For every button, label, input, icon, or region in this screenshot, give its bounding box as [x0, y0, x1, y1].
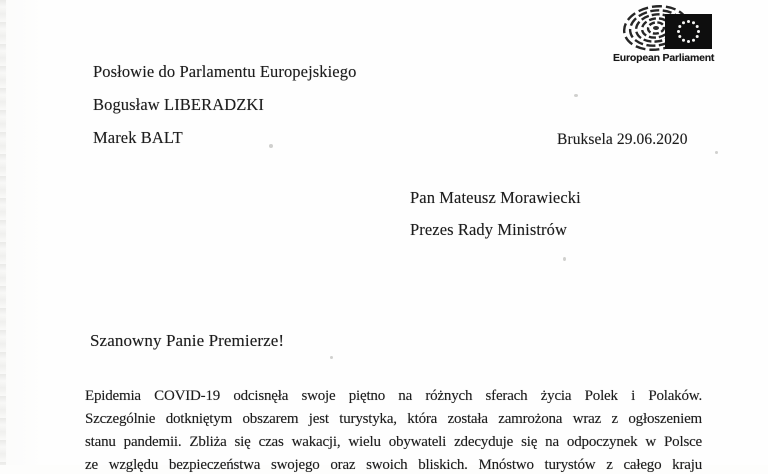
- body-paragraph-line-2: Szczególnie dotkniętym obszarem jest turystyka, która została zamrożona wraz z ogłoszeniem: [85, 411, 702, 427]
- ep-logo-caption: European Parliament: [613, 52, 715, 64]
- place-and-date: Bruksela 29.06.2020: [557, 131, 688, 148]
- scan-edge-artifact: [0, 0, 6, 465]
- scan-speck: [574, 94, 578, 97]
- salutation: Szanowny Panie Premierze!: [90, 331, 285, 350]
- body-paragraph-line-1: Epidemia COVID-19 odcisnęła swoje piętno na różnych sferach życia Polek i Polaków.: [85, 388, 702, 404]
- sender-organization: Posłowie do Parlamentu Europejskiego: [93, 62, 357, 81]
- scan-speck: [563, 257, 566, 261]
- recipient-name: Pan Mateusz Morawiecki: [410, 188, 581, 207]
- sender-member-balt: Marek BALT: [93, 128, 183, 147]
- recipient-title: Prezes Rady Ministrów: [410, 220, 567, 239]
- body-paragraph-line-4: ze względu bezpieczeństwa swojego oraz swoich bliskich. Mnóstwo turystów z całego kraju: [85, 457, 702, 473]
- scan-speck: [269, 144, 273, 148]
- eu-flag-icon: [665, 14, 712, 49]
- scan-speck: [715, 151, 718, 154]
- european-parliament-logo: [609, 2, 717, 68]
- ep-hemicycle-icon: [609, 2, 717, 52]
- sender-member-liberadzki: Bogusław LIBERADZKI: [93, 95, 265, 114]
- body-paragraph-line-3: stanu pandemii. Zbliża się czas wakacji, wielu obywateli zdecyduje się na odpoczynek w Polsce: [85, 434, 702, 450]
- scan-speck: [330, 356, 333, 359]
